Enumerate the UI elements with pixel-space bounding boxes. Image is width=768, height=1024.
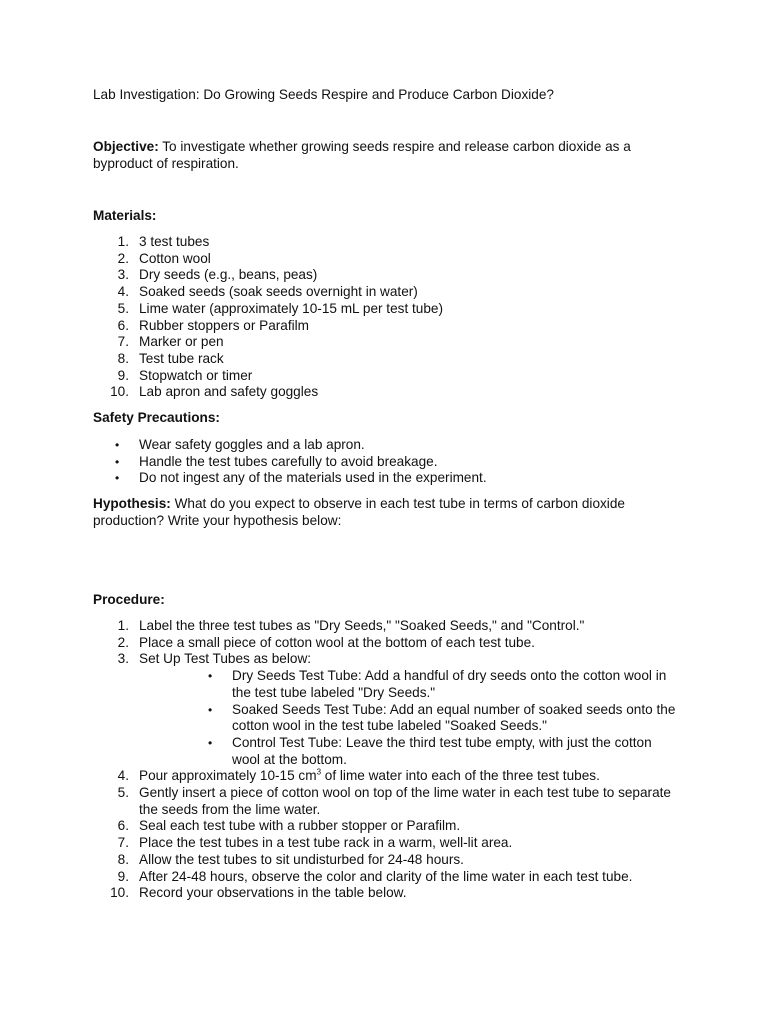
list-item: 2. Place a small piece of cotton wool at the bottom of each test tube. [117, 634, 535, 650]
list-item: 6. Seal each test tube with a rubber stopper or Parafilm. [117, 818, 461, 834]
setup-sublist [139, 668, 683, 768]
list-item: • Dry Seeds Test Tube: Add a handful of dry seeds onto the cotton wool in the test tube labeled "Dry Seeds." [208, 668, 667, 700]
list-item: 1. Label the three test tubes as "Dry Seeds," "Soaked Seeds," and "Control." [117, 618, 585, 633]
hypothesis-text: What do you expect to observe in each test tube in terms of carbon dioxide production? Write your hypothesis below: [93, 496, 625, 528]
list-item: 8. Allow the test tubes to sit undisturbed for 24-48 hours. [117, 851, 464, 867]
objective-paragraph [93, 139, 683, 172]
list-item: 10. Lab apron and safety goggles [110, 384, 319, 400]
procedure-heading: Procedure: [93, 592, 165, 607]
list-item: 7. Marker or pen [117, 334, 224, 350]
materials-list [93, 234, 683, 401]
list-item: 9. After 24-48 hours, observe the color and clarity of the lime water in each test tube. [117, 868, 633, 884]
bullet-icon: • [208, 669, 213, 684]
list-item: 9. Stopwatch or timer [117, 367, 253, 383]
list-item: 1. 3 test tubes [117, 234, 210, 249]
list-item: • Soaked Seeds Test Tube: Add an equal number of soaked seeds onto the cotton wool in the test tube labeled "Soaked Seeds." [208, 701, 676, 734]
list-item: • Do not ingest any of the materials used in the experiment. [115, 470, 487, 486]
bullet-icon: • [115, 438, 120, 452]
bullet-icon: • [115, 471, 120, 486]
list-item: • Handle the test tubes carefully to avoid breakage. [115, 453, 438, 469]
list-item: 4. Pour approximately 10-15 $cm^3$ of lime water into each of the three test tubes. [117, 767, 600, 784]
list-item: 6. Rubber stoppers or Parafilm [117, 317, 309, 333]
list-item: • Wear safety goggles and a lab apron. [115, 437, 365, 452]
list-item: 3. Dry seeds (e.g., beans, peas) [117, 267, 318, 283]
list-item: 7. Place the test tubes in a test tube rack in a warm, well-lit area. [117, 835, 513, 851]
bullet-icon: • [208, 702, 213, 717]
document-title: Lab Investigation: Do Growing Seeds Respire and Produce Carbon Dioxide? [93, 87, 554, 102]
list-item: 5. Lime water (approximately 10-15 mL per test tube) [117, 300, 443, 316]
list-item: 8. Test tube rack [117, 350, 224, 366]
objective-label: Objective: [93, 139, 159, 154]
list-item: 10. Record your observations in the table below. [110, 885, 407, 901]
safety-list [93, 437, 683, 487]
objective-text: To investigate whether growing seeds respire and release carbon dioxide as a byproduct of respiration. [93, 139, 631, 171]
list-item: 5. Gently insert a piece of cotton wool on top of the lime water in each test tube to separate the seeds from the lime water. [117, 785, 671, 817]
list-item: 4. Soaked seeds (soak seeds overnight in water) [117, 284, 418, 300]
materials-heading: Materials: [93, 208, 157, 223]
list-item: 2. Cotton wool [117, 250, 211, 266]
hypothesis-label: Hypothesis: [93, 496, 171, 511]
bullet-icon: • [208, 735, 213, 750]
procedure-list [93, 618, 683, 902]
list-item: • Control Test Tube: Leave the third test tube empty, with just the cotton wool at the bottom. [208, 734, 652, 767]
list-item: 3. Set Up Test Tubes as below: • Dry Seeds Test Tube: Add a handful of dry seeds onto the cotton wool in the test tube labeled "Dry Seeds." • Soaked Seeds Test Tube: Add an equal number of soaked seeds onto the cotton wool in the test tube labeled "Soaked Seeds." • Control Test Tube: Leave the third test tube empty, with just the cotton wool at the bottom. [93, 651, 683, 768]
hypothesis-paragraph [93, 496, 683, 529]
safety-heading: Safety Precautions: [93, 410, 220, 425]
bullet-icon: • [115, 454, 120, 469]
